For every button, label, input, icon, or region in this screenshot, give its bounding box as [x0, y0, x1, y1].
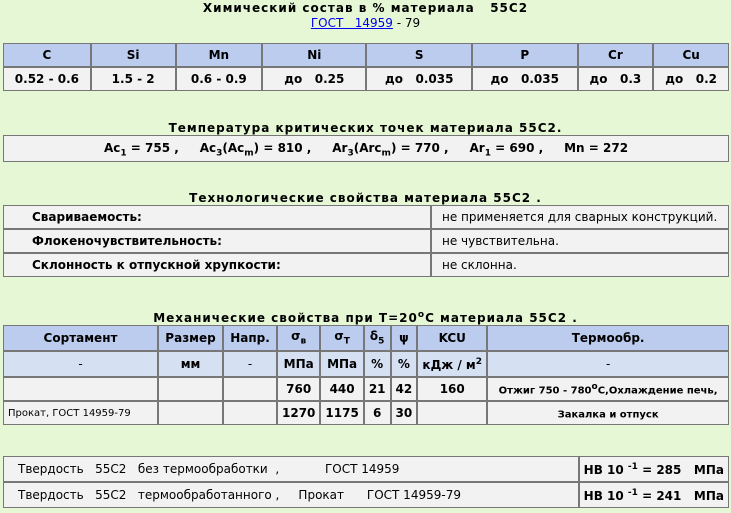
- mech-row-2-dir: [223, 401, 277, 425]
- crit-ac3: $Ac_3(Ac_m) = 810$ ,: [199, 141, 312, 159]
- mech-row-1-thermo: Отжиг 750 - 780$^o$С,Охлаждение печь,: [487, 377, 729, 401]
- crit-points-row: [3, 135, 729, 162]
- hardness-row-2-text: Твердость 55С2 термообработанного , Прокат ГОСТ 14959-79: [3, 482, 579, 508]
- mech-row-2-thermo: Закалка и отпуск: [487, 401, 729, 425]
- mech-row-1-kcu: 160: [417, 377, 487, 401]
- mech-row-2-sortament: Прокат, ГОСТ 14959-79: [3, 401, 158, 425]
- mech-header-sigma-b: $\sigma_в$: [277, 325, 320, 351]
- mech-unit-kcu: кДж / $м^2$: [417, 351, 487, 377]
- mech-header-dir: Напр.: [223, 325, 277, 351]
- mech-header-delta: $\delta_5$: [364, 325, 391, 351]
- chem-value-s: до 0.035: [366, 67, 472, 91]
- gost-suffix: - 79: [392, 16, 421, 30]
- tech-label-temper: Склонность к отпускной хрупкости:: [3, 253, 431, 277]
- chem-value-ni: до 0.25: [262, 67, 366, 91]
- chem-header-s: S: [366, 43, 472, 67]
- mech-unit-mpa-2: МПа: [320, 351, 363, 377]
- mech-header-kcu: KCU: [417, 325, 487, 351]
- chem-value-cr: до 0.3: [578, 67, 654, 91]
- mech-row-1-dir: [223, 377, 277, 401]
- chem-value-mn: 0.6 - 0.9: [176, 67, 263, 91]
- tech-label-flake: Флокеночувствительность:: [3, 229, 431, 253]
- mech-row-1-sigma-t: 440: [320, 377, 363, 401]
- crit-ac1: $Ac_1 = 755$ ,: [103, 141, 179, 159]
- mech-header-sortament: Сортамент: [3, 325, 158, 351]
- mech-row-1-delta: 21: [364, 377, 391, 401]
- chem-header-cr: Cr: [578, 43, 654, 67]
- mech-table: [3, 325, 729, 425]
- hardness-row-1-value: HB 10 $^{-1}$ = 285 МПа: [579, 456, 729, 482]
- crit-title: Температура критических точек материала 55С2.: [168, 121, 563, 135]
- mech-row-2-size: [158, 401, 223, 425]
- hardness-row-2-value: HB 10 $^{-1}$ = 241 МПа: [579, 482, 729, 508]
- tech-label-weldability: Свариваемость:: [3, 205, 431, 229]
- chem-header-mn: Mn: [176, 43, 263, 67]
- chem-header-ni: Ni: [262, 43, 366, 67]
- tech-value-temper: не склонна.: [431, 253, 729, 277]
- mech-row-2-sigma-t: 1175: [320, 401, 363, 425]
- mech-title: Механические свойства при $Т=20^oС$ материала 55С2 .: [153, 310, 578, 325]
- mech-header-thermo: Термообр.: [487, 325, 729, 351]
- tech-value-weldability: не применяется для сварных конструкций.: [431, 205, 729, 229]
- hardness-table: [3, 456, 729, 508]
- tech-value-flake: не чувствительна.: [431, 229, 729, 253]
- chem-value-c: 0.52 - 0.6: [3, 67, 91, 91]
- chem-value-si: 1.5 - 2: [91, 67, 176, 91]
- mech-unit-dir: -: [223, 351, 277, 377]
- mech-row-2-kcu: [417, 401, 487, 425]
- gost-link[interactable]: ГОСТ 14959: [310, 16, 393, 30]
- hardness-row-1-text: Твердость 55С2 без термообработки , ГОСТ 14959: [3, 456, 579, 482]
- chem-header-c: C: [3, 43, 91, 67]
- crit-mn: Mn = 272: [564, 141, 629, 155]
- mech-row-1-size: [158, 377, 223, 401]
- chem-title: Химический состав в % материала 55С2: [202, 1, 529, 15]
- chem-header-cu: Cu: [653, 43, 729, 67]
- mech-row-2-delta: 6: [364, 401, 391, 425]
- chem-table: [3, 43, 729, 91]
- chem-gost-line: [0, 16, 731, 30]
- tech-table: [3, 205, 729, 277]
- mech-row-2-sigma-b: 1270: [277, 401, 320, 425]
- crit-ar3: $Ar_3(Arc_m) = 770$ ,: [332, 141, 449, 159]
- mech-row-1-psi: 42: [391, 377, 418, 401]
- mech-header-size: Размер: [158, 325, 223, 351]
- mech-row-1-sigma-b: 760: [277, 377, 320, 401]
- mech-header-sigma-t: $\sigma_T$: [320, 325, 363, 351]
- mech-unit-pct-1: %: [364, 351, 391, 377]
- mech-unit-thermo: -: [487, 351, 729, 377]
- mech-unit-mpa-1: МПа: [277, 351, 320, 377]
- chem-value-cu: до 0.2: [653, 67, 729, 91]
- mech-row-2-psi: 30: [391, 401, 418, 425]
- mech-unit-sortament: -: [3, 351, 158, 377]
- mech-unit-pct-2: %: [391, 351, 418, 377]
- chem-header-si: Si: [91, 43, 176, 67]
- chem-value-p: до 0.035: [472, 67, 578, 91]
- mech-header-psi: ψ: [391, 325, 418, 351]
- mech-unit-size: мм: [158, 351, 223, 377]
- crit-ar1: $Ar_1 = 690$ ,: [469, 141, 544, 159]
- chem-header-p: P: [472, 43, 578, 67]
- mech-row-1-sortament: [3, 377, 158, 401]
- tech-title: Технологические свойства материала 55С2 .: [189, 191, 542, 205]
